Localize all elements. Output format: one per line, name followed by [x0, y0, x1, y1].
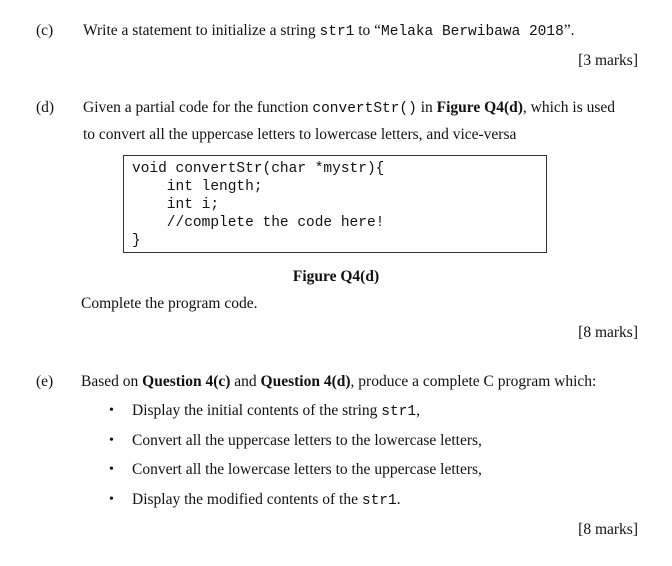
question-d-line1 — [83, 99, 615, 117]
code-line-1: void convertStr(char *mystr){ — [132, 161, 385, 177]
bullet-item-1 — [132, 402, 420, 420]
question-d-line1-before: Given a partial code for the function — [83, 99, 313, 116]
bullet-item-3 — [132, 461, 482, 479]
figure-caption: Figure Q4(d) — [292, 268, 380, 285]
bullet-icon: • — [109, 462, 114, 477]
code-line-2: int length; — [132, 179, 263, 195]
question-d-marks: [8 marks] — [578, 324, 638, 341]
question-d-line1-after: , which is used — [522, 99, 616, 116]
bullet-icon: • — [109, 403, 114, 418]
question-e-ref1: Question 4(c) — [142, 373, 231, 390]
question-d-instruction: Complete the program code. — [81, 295, 258, 312]
question-c-text-mid: to “ — [354, 22, 382, 39]
question-c-marks: [3 marks] — [578, 52, 638, 69]
question-c-text — [83, 22, 575, 40]
question-d-figure-ref: Figure Q4(d) — [436, 99, 523, 116]
question-e-ref2: Question 4(d) — [260, 373, 351, 390]
question-d-line1-mid: in — [416, 99, 437, 116]
bullet-item-1-code: str1 — [381, 404, 417, 420]
question-e-intro-mid: and — [230, 373, 261, 390]
code-line-4: //complete the code here! — [132, 215, 385, 231]
question-e-label: (e) — [36, 373, 54, 390]
bullet-icon: • — [109, 433, 114, 448]
question-e-intro-before: Based on — [81, 373, 143, 390]
bullet-item-2 — [132, 432, 482, 450]
code-line-5: } — [132, 233, 141, 249]
bullet-item-3-text: Convert all the lowercase letters to the uppercase letters, — [132, 461, 482, 478]
bullet-item-2-text: Convert all the uppercase letters to the lowercase letters, — [132, 432, 482, 449]
bullet-item-4-code: str1 — [361, 493, 397, 509]
bullet-item-4 — [132, 491, 401, 509]
question-d-line2: to convert all the uppercase letters to lowercase letters, and vice-versa — [83, 126, 517, 143]
bullet-item-1-after: , — [416, 402, 420, 419]
question-d-func: convertStr() — [312, 101, 417, 117]
code-box — [123, 155, 547, 253]
bullet-icon: • — [109, 492, 114, 507]
question-e-intro — [81, 373, 596, 391]
bullet-item-4-after: . — [396, 491, 401, 508]
question-d-label: (d) — [36, 99, 55, 116]
code-line-3: int i; — [132, 197, 220, 213]
bullet-item-4-text: Display the modified contents of the — [132, 491, 362, 508]
question-c-var: str1 — [319, 24, 355, 40]
question-c-text-after: ”. — [563, 22, 575, 39]
question-c-string-value: Melaka Berwibawa 2018 — [381, 24, 564, 40]
bullet-item-1-text: Display the initial contents of the string — [132, 402, 382, 419]
question-c-text-before: Write a statement to initialize a string — [83, 22, 320, 39]
question-e-intro-after: , produce a complete C program which: — [350, 373, 597, 390]
question-e-marks: [8 marks] — [578, 521, 638, 538]
question-c-label: (c) — [36, 22, 54, 39]
